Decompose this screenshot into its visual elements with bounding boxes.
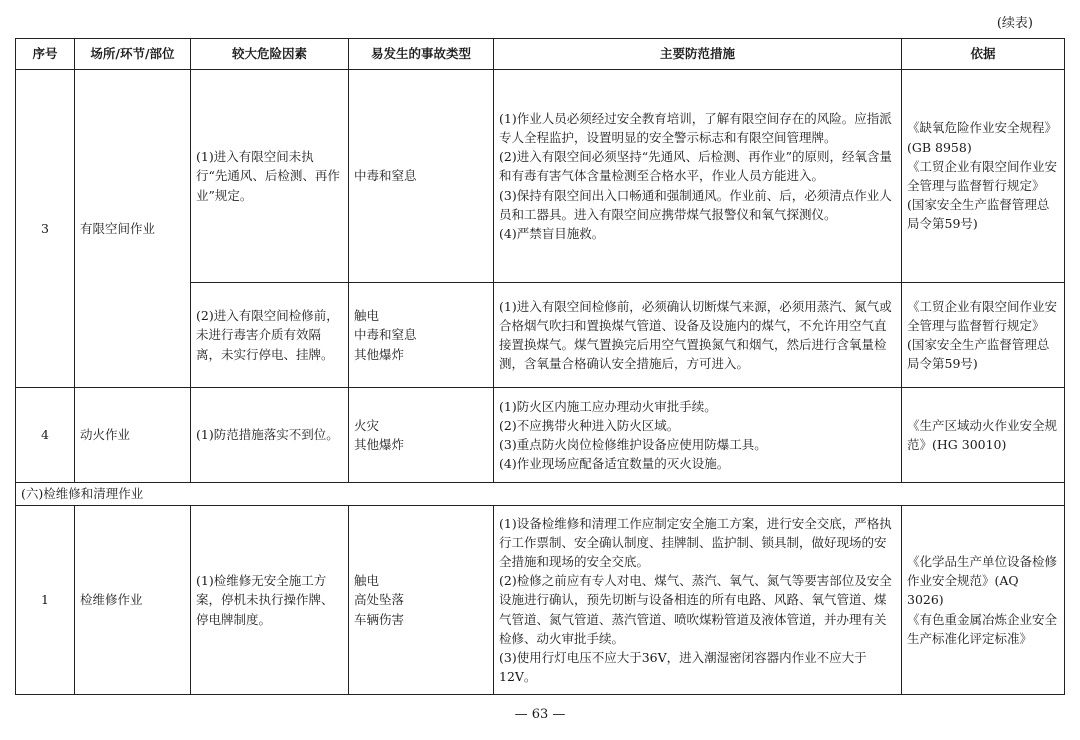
- header-basis: 依据: [902, 39, 1065, 70]
- header-risk: 较大危险因素: [191, 39, 349, 70]
- header-accident: 易发生的事故类型: [349, 39, 494, 70]
- measure-item: (2)不应携带火种进入防火区域。: [499, 417, 680, 433]
- accident-cell: [349, 388, 494, 483]
- table-row: [16, 506, 1065, 695]
- basis-cell: [902, 388, 1065, 483]
- measure-item: (3)保持有限空间出入口畅通和强制通风。作业前、后，必须清点作业人员和工器具。进入有限空间应携带煤气报警仪和氧气探测仪。: [499, 187, 892, 222]
- risk-cell: (1)进入有限空间未执行“先通风、后检测、再作业”规定。: [191, 70, 349, 283]
- measure-item: (4)严禁盲目施救。: [499, 226, 605, 241]
- accident-type: 中毒和窒息: [354, 168, 417, 184]
- header-place: 场所/环节/部位: [75, 39, 191, 70]
- header-row: [16, 39, 1065, 70]
- row-place: 有限空间作业: [75, 70, 191, 388]
- basis-cell: [902, 70, 1065, 283]
- measures-cell: [494, 70, 902, 283]
- accident-type: 火灾: [354, 417, 380, 433]
- measure-item: (1)进入有限空间检修前，必须确认切断煤气来源，必须用蒸汽、氮气或合格烟气吹扫和置换煤气管道、设备及设施内的煤气，不允许用空气直接置换煤气。煤气置换完后用空气置换氮气和烟气，然后进行含氧量检测，含氧量合格确认安全措施后，方可进入。: [499, 298, 892, 372]
- basis-cell: [902, 506, 1065, 695]
- accident-type: 触电: [354, 573, 380, 589]
- row-number: 3: [16, 70, 75, 388]
- measure-item: (4)作业现场应配备适宜数量的灭火设施。: [499, 456, 730, 472]
- measures-cell: [494, 388, 902, 483]
- header-no: 序号: [16, 39, 75, 70]
- accident-type: 高处坠落: [354, 592, 405, 608]
- table-row: [16, 70, 1065, 283]
- risk-cell: (2)进入有限空间检修前，未进行毒害介质有效隔离，未实行停电、挂牌。: [191, 283, 349, 388]
- row-place: 动火作业: [75, 388, 191, 483]
- measure-item: (2)检修之前应有专人对电、煤气、蒸汽、氧气、氮气等要害部位及安全设施进行确认，预先切断与设备相连的所有电路、风路、氧气管道、煤气管道、氮气管道、蒸汽管道、喷吹煤粉管道及液体管道，并办理有关检修、动火审批手续。: [499, 573, 892, 646]
- measures-cell: [494, 506, 902, 695]
- row-place: 检维修作业: [75, 506, 191, 695]
- accident-type: 触电: [354, 308, 380, 324]
- risk-cell: (1)防范措施落实不到位。: [191, 388, 349, 483]
- section-heading: (六)检维修和清理作业: [16, 483, 1065, 506]
- basis-item: 《工贸企业有限空间作业安全管理与监督暂行规定》(国家安全生产监督管理总局令第59号): [907, 298, 1058, 372]
- basis-cell: [902, 283, 1065, 388]
- basis-item: 《化学品生产单位设备检修作业安全规范》(AQ 3026): [907, 553, 1058, 608]
- basis-item: 《生产区域动火作业安全规范》(HG 30010): [907, 417, 1058, 452]
- accident-cell: [349, 283, 494, 388]
- risk-cell: (1)检维修无安全施工方案，停机未执行操作牌、停电牌制度。: [191, 506, 349, 695]
- measure-item: (3)使用行灯电压不应大于36V，进入潮湿密闭容器内作业不应大于12V。: [499, 650, 867, 685]
- accident-type: 其他爆炸: [354, 346, 405, 362]
- accident-type: 车辆伤害: [354, 611, 405, 627]
- measure-item: (1)作业人员必须经过安全教育培训，了解有限空间存在的风险。应指派专人全程监护，设置明显的安全警示标志和有限空间管理牌。: [499, 110, 892, 145]
- basis-item: 《缺氧危险作业安全规程》(GB 8958): [907, 120, 1058, 155]
- measure-item: (2)进入有限空间必须坚持“先通风、后检测、再作业”的原则，经氧含量和有毒有害气体含量检测至合格水平，作业人员方能进入。: [499, 149, 892, 184]
- accident-cell: [349, 506, 494, 695]
- basis-item: 《工贸企业有限空间作业安全管理与监督暂行规定》(国家安全生产监督管理总局令第59号): [907, 158, 1058, 232]
- measure-item: (1)防火区内施工应办理动火审批手续。: [499, 398, 717, 414]
- accident-type: 其他爆炸: [354, 437, 405, 452]
- measure-item: (3)重点防火岗位检修维护设备应使用防爆工具。: [499, 437, 767, 452]
- measures-cell: [494, 283, 902, 388]
- header-measures: 主要防范措施: [494, 39, 902, 70]
- table-row: [16, 388, 1065, 483]
- section-row: [16, 483, 1065, 506]
- accident-type: 中毒和窒息: [354, 327, 417, 343]
- row-number: 4: [16, 388, 75, 483]
- hazard-table: [15, 38, 1065, 695]
- row-number: 1: [16, 506, 75, 695]
- page-number: — 63 —: [514, 707, 566, 722]
- accident-cell: [349, 70, 494, 283]
- basis-item: 《有色重金属冶炼企业安全生产标准化评定标准》: [907, 611, 1058, 646]
- continued-label: (续表): [996, 16, 1033, 31]
- measure-item: (1)设备检维修和清理工作应制定安全施工方案，进行安全交底，严格执行工作票制、安全确认制度、挂牌制、监护制、锁具制，做好现场的安全措施和现场的安全交底。: [499, 515, 892, 569]
